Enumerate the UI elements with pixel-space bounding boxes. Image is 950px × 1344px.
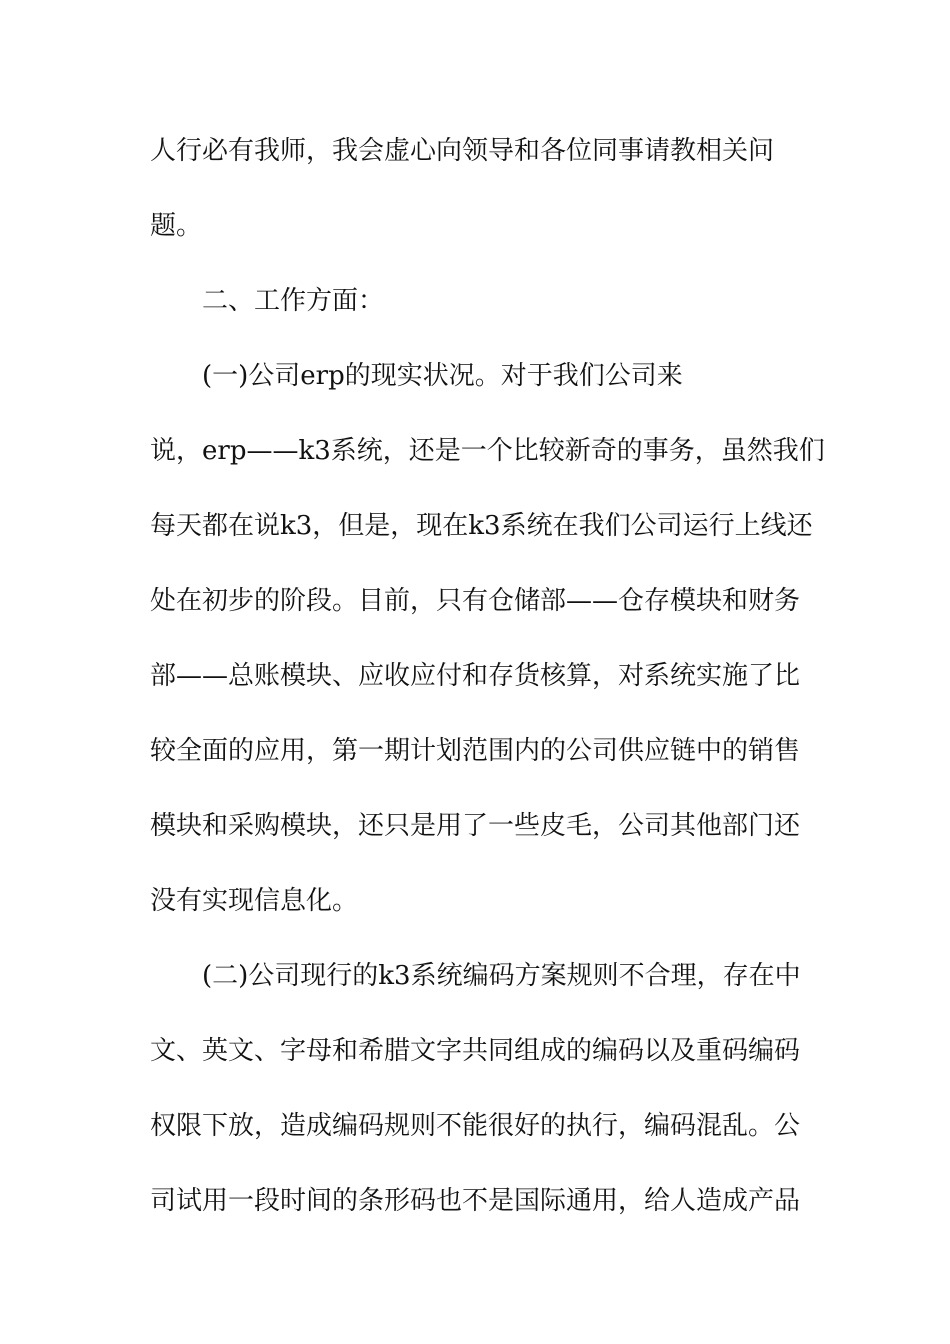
text-line-4: (一)公司erp的现实状况。对于我们公司来 (202, 361, 683, 391)
text-line-1: 人行必有我师，我会虚心向领导和各位同事请教相关问 (150, 136, 775, 166)
text-line-9: 较全面的应用，第一期计划范围内的公司供应链中的销售 (150, 736, 801, 766)
text-line-8: 部——总账模块、应收应付和存货核算，对系统实施了比 (150, 661, 801, 691)
text-line-12: (二)公司现行的k3系统编码方案规则不合理，存在中 (202, 961, 801, 991)
text-line-14: 权限下放，造成编码规则不能很好的执行，编码混乱。公 (150, 1111, 801, 1141)
text-line-15: 司试用一段时间的条形码也不是国际通用，给人造成产品 (150, 1186, 801, 1216)
text-line-11: 没有实现信息化。 (150, 886, 359, 916)
text-line-13: 文、英文、字母和希腊文字共同组成的编码以及重码编码 (150, 1036, 801, 1066)
text-line-7: 处在初步的阶段。目前，只有仓储部——仓存模块和财务 (150, 586, 801, 616)
text-line-2: 题。 (150, 211, 203, 241)
text-line-5: 说，erp——k3系统，还是一个比较新奇的事务，虽然我们 (150, 436, 825, 466)
text-line-6: 每天都在说k3，但是，现在k3系统在我们公司运行上线还 (150, 511, 813, 541)
text-line-10: 模块和采购模块，还只是用了一些皮毛，公司其他部门还 (150, 811, 801, 841)
section-heading: 二、工作方面： (202, 286, 385, 316)
